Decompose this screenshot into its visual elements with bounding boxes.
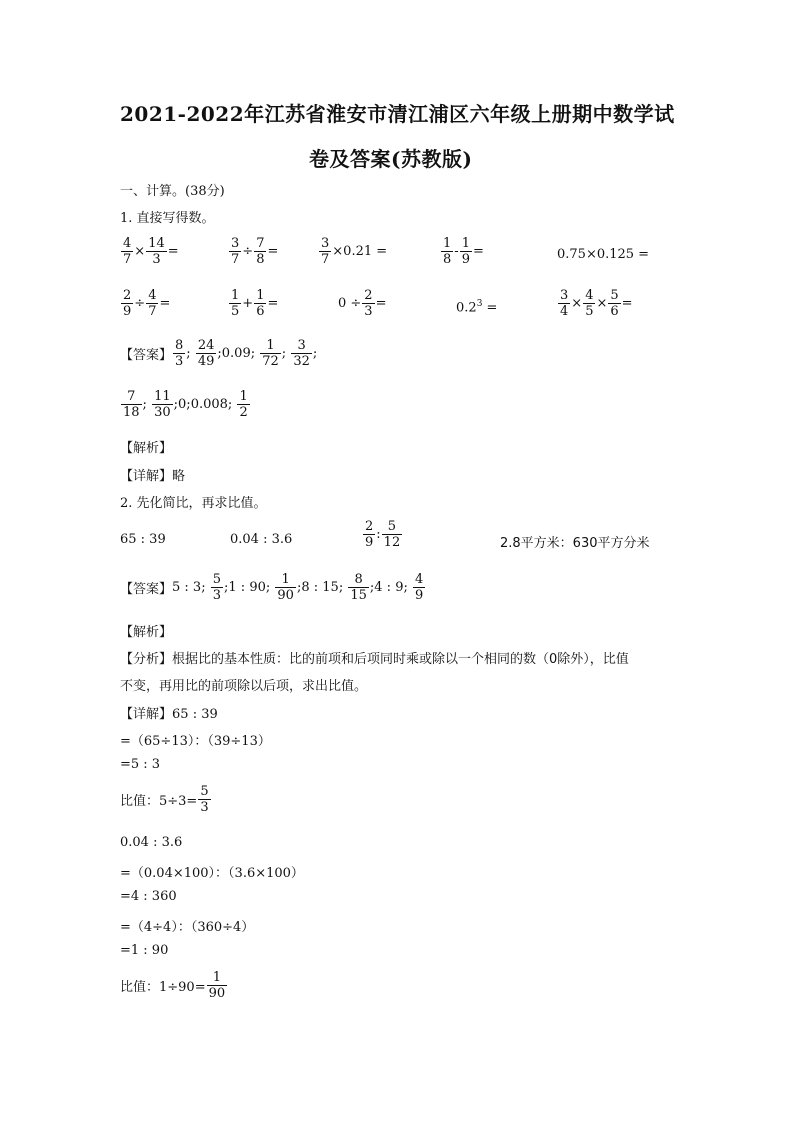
detail-2-step-5: 0.04 : 3.6 [120, 835, 183, 850]
detail-2-step-10: 比值：1÷90= $\frac{1}{90}$ [120, 970, 226, 1001]
detail-2-step-9: =1 : 90 [120, 943, 169, 958]
detail-2-step-3: =5 : 3 [120, 757, 161, 772]
q1-expression-2: $\frac{3}{7}$ ÷ $\frac{7}{8}$ = [231, 236, 279, 267]
q1-expression-3: $\frac{3}{7}$ ×0.21 = [321, 236, 388, 267]
question-2-heading: 2. 先化简比，再求比值。 [120, 496, 267, 511]
detail-2-step-4: 比值：5÷3= $\frac{5}{3}$ [120, 784, 209, 815]
detail-2-step-2: =（65÷13）：（39÷13） [120, 734, 271, 749]
q1-expression-4: $\frac{1}{8}$ - $\frac{1}{9}$ = [443, 236, 484, 267]
fenxi-line-2: 不变，再用比的前项除以后项，求出比值。 [120, 679, 368, 694]
analysis-label: 【解析】 [120, 441, 173, 456]
q1-expression-6: $\frac{2}{9}$ ÷ $\frac{4}{7}$ = [123, 288, 171, 319]
q2-item-3: $\frac{2}{9}$ : $\frac{5}{12}$ [365, 519, 401, 550]
answer-label: 【答案】 [120, 582, 173, 597]
q1-expression-7: $\frac{1}{5}$ + $\frac{1}{6}$ = [231, 288, 279, 319]
q1-expression-8: 0 ÷ $\frac{2}{3}$ = [338, 288, 387, 319]
detail-2-step-8: =（4÷4）：（360÷4） [120, 920, 255, 935]
q1-expression-1: $\frac{4}{7}$ × $\frac{14}{3}$ = [123, 236, 179, 267]
q1-expression-9: $0.2^3$ = [456, 299, 498, 316]
question-1-heading: 1. 直接写得数。 [120, 211, 215, 226]
q1-expression-10: $\frac{3}{4}$ × $\frac{4}{5}$ × $\frac{5}{6}$ = [560, 288, 633, 319]
q2-item-4: 2.8平方米：630平方分米 [500, 536, 650, 551]
detail-2-step-6: =（0.04×100）：（3.6×100） [120, 866, 304, 881]
detail-2-step-7: =4 : 360 [120, 889, 177, 904]
detail-2-step-1: 【详解】65 : 39 [120, 707, 218, 722]
fenxi-line-1: 【分析】根据比的基本性质：比的前项和后项同时乘或除以一个相同的数（0除外），比值 [120, 652, 629, 667]
page-title-line2: 卷及答案(苏教版) [309, 147, 473, 171]
q1-expression-5: 0.75×0.125 = [557, 247, 650, 262]
answer-1-line-2: $\frac{7}{18}$ ; $\frac{11}{30}$ ; 0 ; 0.008 ; $\frac{1}{2}$ [123, 389, 248, 420]
q2-item-1: 65 : 39 [120, 532, 166, 547]
analysis-2-label: 【解析】 [120, 625, 173, 640]
page-title-line1: 2021-2022年江苏省淮安市清江浦区六年级上册期中数学试 [120, 102, 675, 126]
answer-label: 【答案】 [120, 348, 173, 363]
answer-1-line-1: 【答案】 $\frac{8}{3}$ ; $\frac{24}{49}$ ; 0.09 ; $\frac{1}{72}$ ; $\frac{3}{32}$ ; [120, 338, 318, 369]
q2-item-2: 0.04 : 3.6 [230, 532, 293, 547]
detail-1: 【详解】略 [120, 469, 186, 484]
answer-2: 【答案】 5 : 3 ; $\frac{5}{3}$ ; 1 : 90 ; $\frac{1}{90}$ ; 8 : 15 ; $\frac{8}{15}$ ; 4 : 9 ; $\frac{4}{9}$ [120, 572, 424, 603]
section-heading: 一、计算。(38分) [120, 184, 225, 199]
